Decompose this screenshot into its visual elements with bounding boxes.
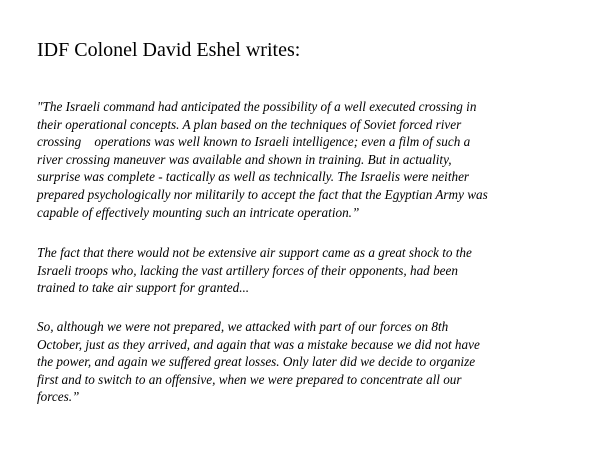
quote-paragraph-1 xyxy=(37,98,582,221)
text-line: Israeli troops who, lacking the vast artillery forces of their opponents, had been xyxy=(37,262,458,278)
text-line: the power, and again we suffered great losses. Only later did we decide to organize xyxy=(37,354,476,370)
text-line: their operational concepts. A plan based on the techniques of Soviet forced river xyxy=(37,116,462,132)
text-line: October, just as they arrived, and again that was a mistake because we did not have xyxy=(37,336,480,352)
text-line: So, although we were not prepared, we attacked with part of our forces on 8th xyxy=(37,319,449,334)
text-line: crossing operations was well known to Israeli intelligence; even a film of such a xyxy=(37,134,471,150)
text-line: trained to take air support for granted... xyxy=(37,280,250,296)
text-line: first and to switch to an offensive, when we were prepared to concentrate all our xyxy=(37,371,462,387)
text-line: capable of effectively mounting such an intricate operation.” xyxy=(37,204,360,220)
text-line: surprise was complete - tactically as well as technically. The Israelis were neither xyxy=(37,169,470,185)
quote-paragraph-2 xyxy=(37,244,582,297)
text-line: "The Israeli command had anticipated the possibility of a well executed crossing in xyxy=(37,99,477,114)
text-line: river crossing maneuver was available and shown in training. But in actuality, xyxy=(37,151,452,167)
text-line: prepared psychologically nor militarily to accept the fact that the Egyptian Army was xyxy=(37,186,488,202)
text-line: forces.” xyxy=(37,389,80,405)
page-heading: IDF Colonel David Eshel writes: xyxy=(37,39,301,61)
text-line: The fact that there would not be extensive air support came as a great shock to the xyxy=(37,245,472,260)
quote-paragraph-3 xyxy=(37,318,582,406)
